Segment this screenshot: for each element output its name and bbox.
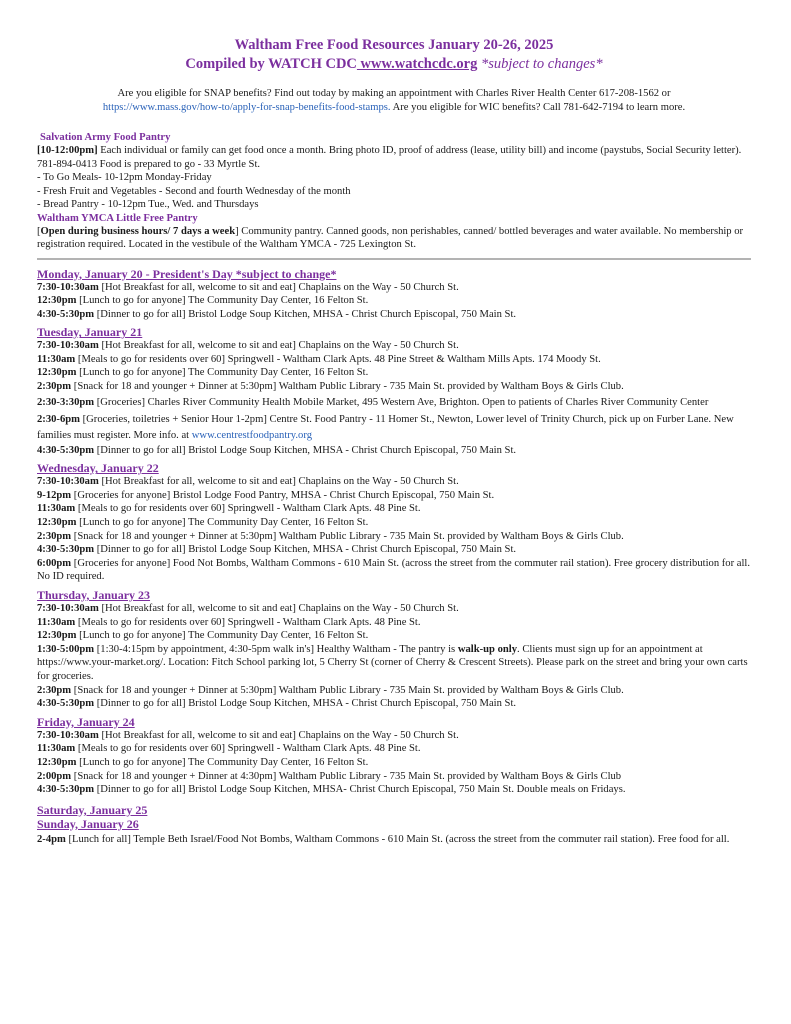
schedule-entry: 7:30-10:30am [Hot Breakfast for all, welcome to sit and eat] Chaplains on the Way - 50 Church St. bbox=[37, 476, 459, 488]
schedule-entry: 11:30am [Meals to go for residents over 60] Springwell - Waltham Clark Apts. 48 Pine Street & Waltham Mills Apts. 174 Moody St. bbox=[37, 353, 601, 365]
snap-apply-link[interactable]: https://www.mass.gov/how-to/apply-for-snap-benefits-food-stamps. bbox=[102, 102, 391, 113]
schedule-entry: 9-12pm [Groceries for anyone] Bristol Lodge Food Pantry, MHSA - Christ Church Episcopal, 750 Main St. bbox=[37, 489, 495, 501]
schedule-entry: 2:30pm [Snack for 18 and younger + Dinner at 5:30pm] Waltham Public Library - 735 Main St. provided by Waltham Boys & Girls Club. bbox=[37, 684, 624, 696]
schedule-entry: 4:30-5:30pm [Dinner to go for all] Bristol Lodge Soup Kitchen, MHSA - Christ Church Episcopal, 750 Main St. bbox=[37, 544, 517, 556]
salvation-item-1: - Fresh Fruit and Vegetables - Second and fourth Wednesday of the month bbox=[37, 185, 351, 197]
ymca-bracket-close: ] bbox=[235, 225, 239, 237]
watchcdc-link[interactable]: www.watchcdc.org bbox=[356, 56, 478, 72]
schedule-entry: 12:30pm [Lunch to go for anyone] The Community Day Center, 16 Felton St. bbox=[37, 630, 369, 642]
schedule-entry: 2:30pm [Snack for 18 and younger + Dinner at 5:30pm] Waltham Public Library - 735 Main St. provided by Waltham Boys & Girls Club. bbox=[37, 381, 624, 393]
schedule-entry: 4:30-5:30pm [Dinner to go for all] Bristol Lodge Soup Kitchen, MHSA - Christ Church Episcopal, 750 Main St. bbox=[37, 444, 517, 456]
day-heading-wednesday: Wednesday, January 22 bbox=[37, 461, 159, 476]
schedule-entry: 7:30-10:30am [Hot Breakfast for all, welcome to sit and eat] Chaplains on the Way - 50 Church St. bbox=[37, 281, 459, 293]
document-title bbox=[37, 36, 751, 74]
schedule-entry: 7:30-10:30am [Hot Breakfast for all, welcome to sit and eat] Chaplains on the Way - 50 Church St. bbox=[37, 340, 459, 352]
salvation-item-2: - Bread Pantry - 10-12pm Tue., Wed. and Thursdays bbox=[37, 199, 259, 210]
day-heading-sunday: Sunday, January 26 bbox=[37, 816, 139, 831]
schedule-entry: 7:30-10:30am [Hot Breakfast for all, welcome to sit and eat] Chaplains on the Way - 50 Church St. bbox=[37, 729, 459, 741]
day-heading-thursday: Thursday, January 23 bbox=[37, 588, 151, 602]
day-heading-saturday: Saturday, January 25 bbox=[37, 802, 148, 817]
ymca-hours: Open during business hours/ 7 days a week bbox=[40, 225, 236, 237]
salvation-army-description bbox=[37, 144, 751, 171]
day-heading-monday: Monday, January 20 - President's Day *subject to change* bbox=[37, 266, 337, 281]
intro-line-2: Are you eligible for WIC benefits? Call 781-642-7194 to learn more. bbox=[390, 102, 686, 113]
walk-up-only-emphasis: walk-up only bbox=[457, 643, 518, 655]
salvation-army-hours: [10-12:00pm] bbox=[37, 145, 98, 156]
snap-wic-intro bbox=[37, 87, 751, 115]
schedule-entry: 12:30pm [Lunch to go for anyone] The Community Day Center, 16 Felton St. bbox=[37, 367, 369, 379]
schedule-entry: 12:30pm [Lunch to go for anyone] The Community Day Center, 16 Felton St. bbox=[37, 517, 369, 529]
intro-line-1: Are you eligible for SNAP benefits? Find out today by making an appointment with Charles River Health Center 617-208-1562 or bbox=[117, 88, 671, 99]
day-heading-friday: Friday, January 24 bbox=[37, 714, 135, 729]
schedule-entry: 2:30-3:30pm [Groceries] Charles River Community Health Mobile Market, 495 Western Ave, Brighton. Open to patients of Charles River Community Center bbox=[37, 396, 709, 408]
section-divider bbox=[37, 258, 751, 260]
schedule-entry: 1:30-5:00pm [1:30-4:15pm by appointment, 4:30-5pm walk in's] Healthy Waltham - The pantry is walk-up only. Clients must sign up for an appointment at https://www.your-market.org/. Location: Fitch School parking lot, 5 Cherry St (corner of Cherry & Crescent Streets). Please park on the street and bring your own carts for groceries. bbox=[37, 643, 748, 682]
schedule-entry: 4:30-5:30pm [Dinner to go for all] Bristol Lodge Soup Kitchen, MHSA - Christ Church Episcopal, 750 Main St. bbox=[37, 308, 517, 320]
schedule-entry: 4:30-5:30pm [Dinner to go for all] Bristol Lodge Soup Kitchen, MHSA - Christ Church Episcopal, 750 Main St. bbox=[37, 698, 517, 710]
schedule-entry: 2:00pm [Snack for 18 and younger + Dinner at 4:30pm] Waltham Public Library - 735 Main St. provided by Waltham Boys & Girls Club bbox=[37, 770, 622, 782]
title-line-1: Waltham Free Food Resources January 20-26, 2025 bbox=[234, 37, 554, 53]
ymca-heading: Waltham YMCA Little Free Pantry bbox=[37, 212, 198, 224]
schedule-entry: 11:30am [Meals to go for residents over 60] Springwell - Waltham Clark Apts. 48 Pine St. bbox=[37, 743, 421, 755]
centre-st-pantry-link[interactable]: www.centrestfoodpantry.org bbox=[191, 429, 312, 441]
schedule-entry: 12:30pm [Lunch to go for anyone] The Community Day Center, 16 Felton St. bbox=[37, 756, 369, 768]
schedule-entry: 7:30-10:30am [Hot Breakfast for all, welcome to sit and eat] Chaplains on the Way - 50 Church St. bbox=[37, 603, 459, 614]
ymca-bracket-open: [ bbox=[37, 225, 41, 237]
ymca-description bbox=[37, 225, 751, 252]
schedule-entry: 6:00pm [Groceries for anyone] Food Not Bombs, Waltham Commons - 610 Main St. (across the street from the commuter rail station). Free grocery distribution for all. No ID required. bbox=[37, 557, 751, 583]
schedule-entry: 2:30pm [Snack for 18 and younger + Dinner at 5:30pm] Waltham Public Library - 735 Main St. provided by Waltham Boys & Girls Club. bbox=[37, 530, 624, 542]
salvation-army-heading: Salvation Army Food Pantry bbox=[40, 132, 171, 143]
schedule-entry: 2:30-6pm [Groceries, toiletries + Senior Hour 1-2pm] Centre St. Food Pantry - 11 Homer St., Newton, Lower level of Trinity Church, pick up on Furber Lane. New families must register. More info. at www.centrestfoodpantry.org bbox=[37, 413, 734, 441]
day-heading-tuesday: Tuesday, January 21 bbox=[37, 325, 143, 340]
title-compiled-by: Compiled by WATCH CDC bbox=[185, 56, 357, 72]
salvation-item-0: - To Go Meals- 10-12pm Monday-Friday bbox=[37, 172, 212, 183]
schedule-entry: 11:30am [Meals to go for residents over 60] Springwell - Waltham Clark Apts. 48 Pine St. bbox=[37, 503, 421, 515]
schedule-entry: 11:30am [Meals to go for residents over 60] Springwell - Waltham Clark Apts. 48 Pine St. bbox=[37, 616, 421, 628]
salvation-army-text: Each individual or family can get food once a month. Bring photo ID, proof of address (lease, utility bill) and income (paystubs, Social Security letter). 781-894-0413 Food is prepared to go - 33 Myrtle St. bbox=[37, 145, 742, 170]
schedule-entry: 4:30-5:30pm [Dinner to go for all] Bristol Lodge Soup Kitchen, MHSA- Christ Church Episcopal, 750 Main St. Double meals on Fridays. bbox=[37, 784, 626, 796]
subject-to-change-note: *subject to changes* bbox=[477, 56, 603, 72]
schedule-entry: 2-4pm [Lunch for all] Temple Beth Israel/Food Not Bombs, Waltham Commons - 610 Main St. (across the street from the commuter rail station). Free food for all. bbox=[37, 833, 730, 845]
schedule-entry: 12:30pm [Lunch to go for anyone] The Community Day Center, 16 Felton St. bbox=[37, 295, 369, 307]
title-line-2 bbox=[37, 55, 751, 74]
ymca-text: Community pantry. Canned goods, non perishables, canned/ bottled beverages and water available. No membership or registration required. Located in the vestibule of the Waltham YMCA - 725 Lexington St. bbox=[37, 225, 744, 250]
